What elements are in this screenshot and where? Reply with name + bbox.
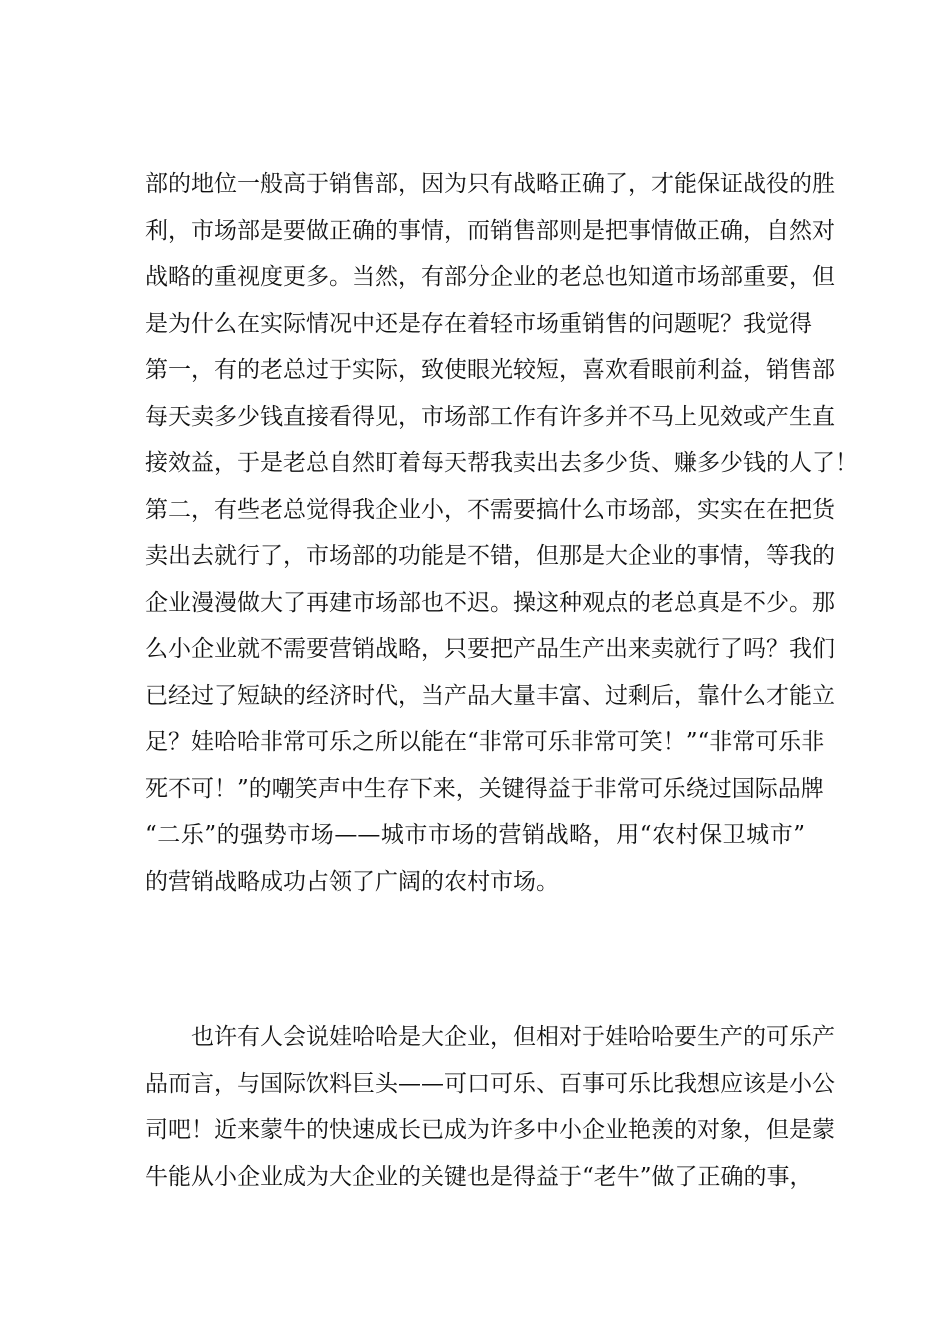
text-line: 司吧！近来蒙牛的快速成长已成为许多中小企业艳羡的对象，但是蒙 — [145, 1117, 835, 1143]
text-line: 死不可！”的嘲笑声中生存下来，关键得益于非常可乐绕过国际品牌 — [145, 775, 824, 802]
text-line: 企业漫漫做大了再建市场部也不迟。操这种观点的老总真是不少。那 — [145, 589, 835, 616]
text-line: 的营销战略成功占领了广阔的农村市场。 — [145, 868, 559, 895]
paragraph-1 — [145, 161, 858, 905]
text-line: 么小企业就不需要营销战略，只要把产品生产出来卖就行了吗？我们 — [145, 636, 835, 662]
text-line: 也许有人会说娃哈哈是大企业，但相对于娃哈哈要生产的可乐产 — [145, 1024, 835, 1050]
text-line: 利，市场部是要做正确的事情，而销售部则是把事情做正确，自然对 — [145, 217, 835, 244]
text-line: 第一，有的老总过于实际，致使眼光较短，喜欢看眼前利益，销售部 — [145, 357, 835, 383]
text-line: 战略的重视度更多。当然，有部分企业的老总也知道市场部重要，但 — [145, 264, 835, 290]
text-line: 部的地位一般高于销售部，因为只有战略正确了，才能保证战役的胜 — [145, 171, 835, 197]
text-line: 每天卖多少钱直接看得见，市场部工作有许多并不马上见效或产生直 — [145, 403, 835, 430]
text-line: 足？娃哈哈非常可乐之所以能在“非常可乐非常可笑！”“非常可乐非 — [145, 729, 825, 755]
text-line: 第二，有些老总觉得我企业小，不需要搞什么市场部，实实在在把货 — [145, 496, 835, 523]
text-line: 卖出去就行了，市场部的功能是不错，但那是大企业的事情，等我的 — [145, 543, 835, 569]
text-line: 品而言，与国际饮料巨头——可口可乐、百事可乐比我想应该是小公 — [145, 1070, 835, 1097]
text-line: 牛能从小企业成为大企业的关键也是得益于“老牛”做了正确的事， — [145, 1163, 813, 1190]
text-line: 接效益，于是老总自然盯着每天帮我卖出去多少货、赚多少钱的人了！ — [145, 450, 858, 476]
text-line: 是为什么在实际情况中还是存在着轻市场重销售的问题呢？我觉得 — [145, 310, 812, 337]
text-line: “二乐”的强势市场——城市市场的营销战略，用“农村保卫城市” — [145, 822, 805, 848]
paragraph-2 — [145, 1014, 835, 1200]
text-line: 已经过了短缺的经济时代，当产品大量丰富、过剩后，靠什么才能立 — [145, 682, 835, 709]
